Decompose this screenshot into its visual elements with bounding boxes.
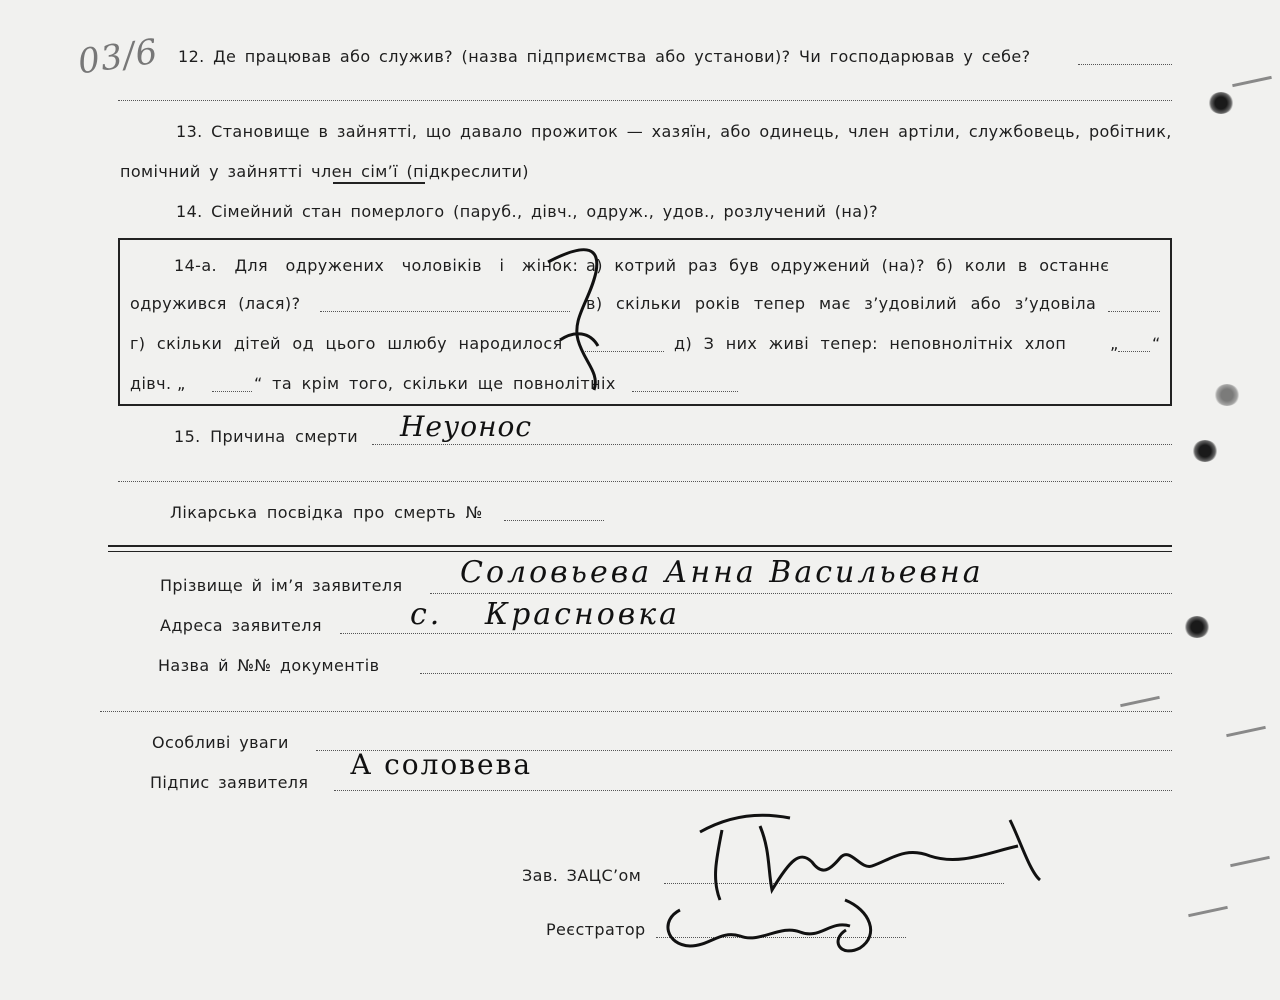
question-15-label: 15. Причина смерти: [174, 427, 359, 446]
binder-hole: [1214, 384, 1240, 406]
applicant-name-label: Прізвище й ім’я заявителя: [160, 576, 403, 595]
question-13-line-1: 13. Становище в зайнятті, що давало прожиток — хазяїн, або одинець, член артіли, службовець, робітник,: [176, 122, 1172, 141]
margin-note: 03/6: [75, 31, 161, 83]
question-14: 14. Сімейний стан померлого (паруб., дівч., одруж., удов., розлучений (на)?: [176, 202, 878, 221]
registry-head-label: Зав. ЗАЦС’ом: [522, 866, 642, 885]
question-14a-line-2a: одружився (лася)?: [130, 294, 301, 313]
question-14a-line-4b: “ та крім того, скільки ще повнолітніх: [254, 374, 616, 393]
binder-hole: [1208, 92, 1234, 114]
question-13-line-2: помічний у зайнятті член сім’ї (підкреслити): [120, 162, 529, 181]
question-14a-line-4a: дівч. „: [130, 374, 186, 393]
question-14a-line-3a: г) скільки дітей од цього шлюбу народилося: [130, 334, 563, 353]
applicant-address-value: с. Красновка: [410, 597, 681, 632]
medical-cert-label: Лікарська посвідка про смерть №: [170, 503, 483, 522]
binder-hole: [1184, 616, 1210, 638]
applicant-signature-label: Підпис заявителя: [150, 773, 309, 792]
question-14a-line-3b: д) З них живі тепер: неповнолітніх хлоп: [674, 334, 1067, 353]
binder-hole: [1192, 440, 1218, 462]
applicant-name-value: Соловьева Анна Васильевна: [460, 555, 984, 590]
documents-label: Назва й №№ документів: [158, 656, 380, 675]
special-notes-label: Особливі уваги: [152, 733, 289, 752]
quote-close-boys: “: [1152, 334, 1161, 353]
cause-of-death-value: Неуонос: [400, 410, 533, 443]
applicant-address-label: Адреса заявителя: [160, 616, 322, 635]
question-14a-line-2b: в) скільки років тепер має з’удовілий або з’удовіла: [586, 294, 1097, 313]
question-14a-line-1b: а) котрий раз був одружений (на)? б) коли в останнє: [586, 256, 1110, 275]
quote-open-boys: „: [1110, 334, 1119, 353]
registrar-label: Реєстратор: [546, 920, 646, 939]
applicant-signature-value: А соловева: [350, 748, 533, 781]
question-12: 12. Де працював або служив? (назва підприємства або установи)? Чи господарював у себе?: [178, 47, 1031, 66]
question-14a-line-1a: 14-а. Для одружених чоловіків і жінок:: [174, 256, 579, 275]
